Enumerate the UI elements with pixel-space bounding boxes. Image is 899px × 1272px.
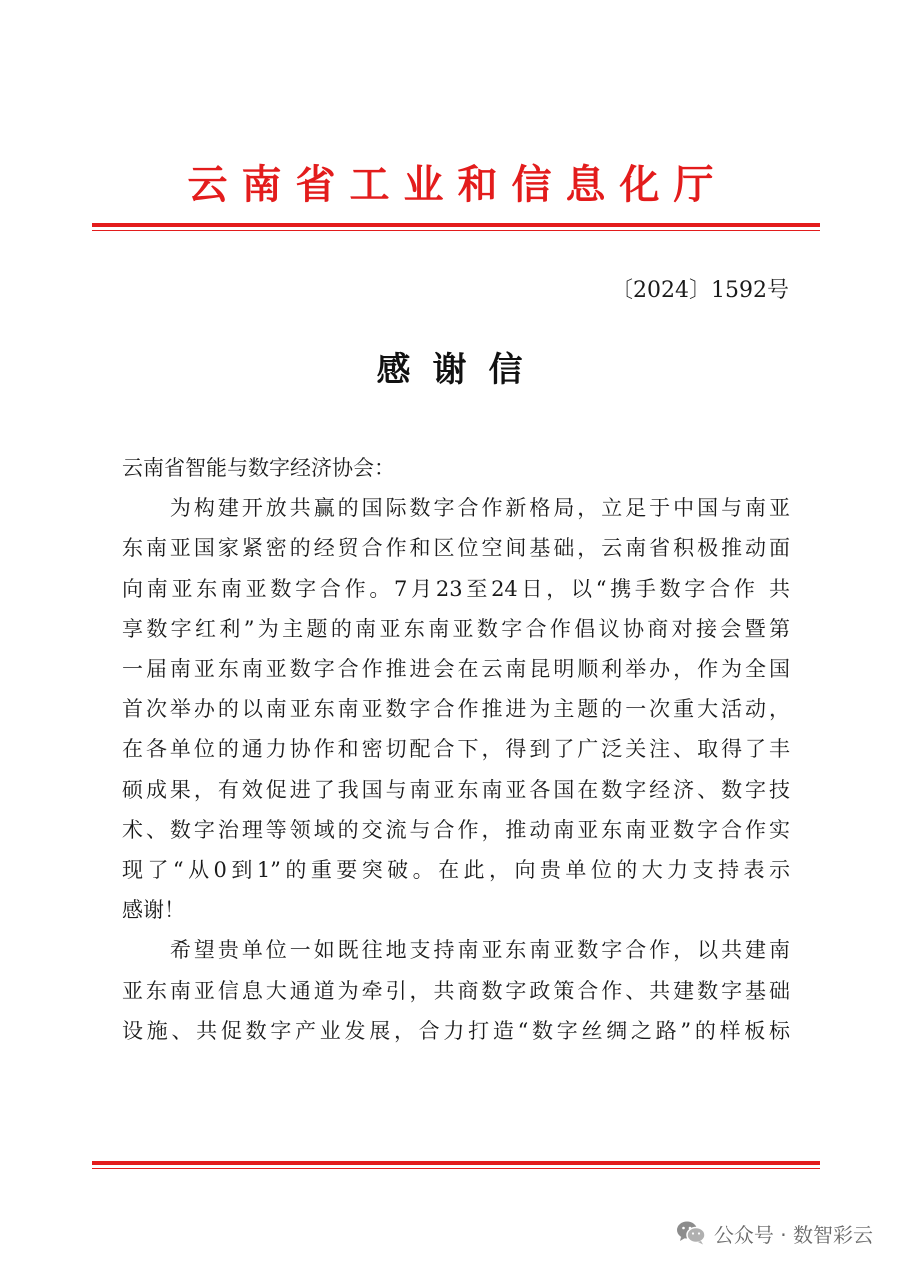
letter-title: 感谢信 (376, 350, 545, 390)
body-line: 现了“从0到1”的重要突破。在此，向贵单位的大力支持表示 (122, 858, 790, 883)
body-line: 享数字红利”为主题的南亚东南亚数字合作倡议协商对接会暨第 (122, 616, 790, 641)
watermark (676, 1218, 873, 1248)
org-title: 云南省工业和信息化厅 (187, 161, 728, 208)
header-rule-thin (92, 230, 820, 231)
doc-number: 〔2024〕1592号 (611, 278, 789, 303)
salutation: 云南省智能与数字经济协会： (122, 456, 395, 480)
footer-rule-thick (92, 1161, 820, 1165)
body-line: 为构建开放共赢的国际数字合作新格局，立足于中国与南亚 (122, 496, 790, 521)
body-line: 一届南亚东南亚数字合作推进会在云南昆明顺利举办，作为全国 (122, 657, 790, 682)
body-line: 亚东南亚信息大通道为牵引，共商数字政策合作、共建数字基础 (122, 978, 790, 1003)
wechat-icon (676, 1220, 706, 1246)
watermark-text: 公众号 · 数智彩云 (713, 1222, 873, 1247)
body-line: 在各单位的通力协作和密切配合下，得到了广泛关注、取得了丰 (122, 737, 790, 762)
body-line: 感谢！ (122, 898, 185, 923)
header-rule-thick (92, 223, 820, 227)
body-line: 术、数字治理等领域的交流与合作，推动南亚东南亚数字合作实 (122, 817, 790, 842)
body-line: 首次举办的以南亚东南亚数字合作推进为主题的一次重大活动， (122, 697, 790, 722)
body-line: 硕成果，有效促进了我国与南亚东南亚各国在数字经济、数字技 (122, 777, 790, 802)
body-line: 希望贵单位一如既往地支持南亚东南亚数字合作，以共建南 (122, 938, 790, 963)
body-line: 向南亚东南亚数字合作。7月23至24日，以“携手数字合作 共 (122, 576, 790, 601)
body-line: 设施、共促数字产业发展，合力打造“数字丝绸之路”的样板标 (122, 1018, 790, 1043)
footer-rule-thin (92, 1168, 820, 1169)
body-line: 东南亚国家紧密的经贸合作和区位空间基础，云南省积极推动面 (122, 536, 790, 561)
letter-body (122, 448, 790, 1051)
